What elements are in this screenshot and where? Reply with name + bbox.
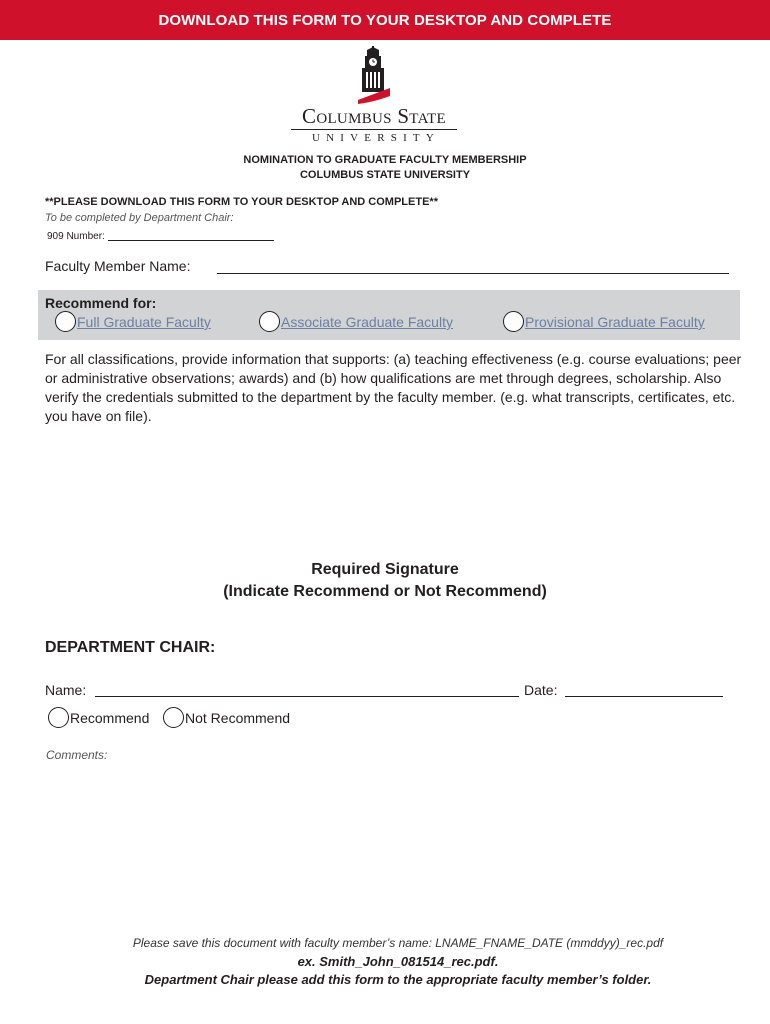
faculty-name-label: Faculty Member Name:: [45, 258, 191, 274]
not-recommend-label[interactable]: Not Recommend: [185, 710, 291, 726]
chair-name-input[interactable]: [95, 696, 519, 697]
clock-tower-icon: [356, 46, 392, 104]
recommend-label[interactable]: Recommend: [70, 710, 150, 726]
faculty-name-input[interactable]: [217, 273, 729, 274]
number-909-input[interactable]: [108, 240, 274, 241]
number-909-label: 909 Number:: [47, 231, 105, 242]
signature-title: [0, 559, 770, 603]
form-title-line1: NOMINATION TO GRADUATE FACULTY MEMBERSHIP: [243, 154, 527, 166]
signature-title-line2: (Indicate Recommend or Not Recommend): [223, 583, 547, 600]
number-909-field[interactable]: [47, 231, 274, 242]
date-input[interactable]: [565, 696, 723, 697]
radio-not-recommend[interactable]: [163, 707, 184, 728]
signature-title-line1: Required Signature: [311, 561, 459, 578]
filename-example: ex. Smith_John_081514_rec.pdf.: [297, 954, 499, 969]
department-chair-heading: DEPARTMENT CHAIR:: [45, 639, 216, 656]
date-label: Date:: [524, 682, 558, 698]
radio-associate-graduate[interactable]: [259, 311, 280, 332]
radio-recommend[interactable]: [48, 707, 69, 728]
recommend-title: Recommend for:: [45, 295, 157, 311]
form-title: [0, 153, 770, 183]
download-banner: DOWNLOAD THIS FORM TO YOUR DESKTOP AND COMPLETE: [0, 0, 770, 40]
download-instruction: **PLEASE DOWNLOAD THIS FORM TO YOUR DESKTOP AND COMPLETE**: [45, 196, 438, 208]
comments-label: Comments:: [46, 748, 108, 762]
option-provisional-graduate-label[interactable]: Provisional Graduate Faculty: [525, 314, 705, 330]
save-instruction: Please save this document with faculty member’s name: LNAME_FNAME_DATE (mmddyy)_rec.pdf: [132, 936, 664, 950]
option-associate-graduate-label[interactable]: Associate Graduate Faculty: [281, 314, 453, 330]
option-full-graduate-label[interactable]: Full Graduate Faculty: [77, 314, 211, 330]
university-logo: [281, 46, 471, 148]
university-name: Columbus State: [302, 104, 446, 128]
completion-note: To be completed by Department Chair:: [45, 212, 234, 224]
logo-divider: [291, 129, 457, 130]
form-title-line2: COLUMBUS STATE UNIVERSITY: [299, 169, 471, 181]
chair-name-label: Name:: [45, 682, 87, 698]
folder-instruction: Department Chair please add this form to the appropriate faculty member’s folder.: [144, 972, 652, 987]
classification-instructions: For all classifications, provide information that supports: (a) teaching effectiveness (e.g. course evaluations; peer or administrative observations; awards) and (b) how qualifications are met through degrees, scholarship. Also verify the credentials submitted to the department by the faculty member. (e.g. what transcripts, certificates, etc. you have on file).: [45, 351, 742, 424]
radio-provisional-graduate[interactable]: [503, 311, 524, 332]
university-subname: UNIVERSITY: [312, 132, 440, 144]
radio-full-graduate[interactable]: [55, 311, 76, 332]
